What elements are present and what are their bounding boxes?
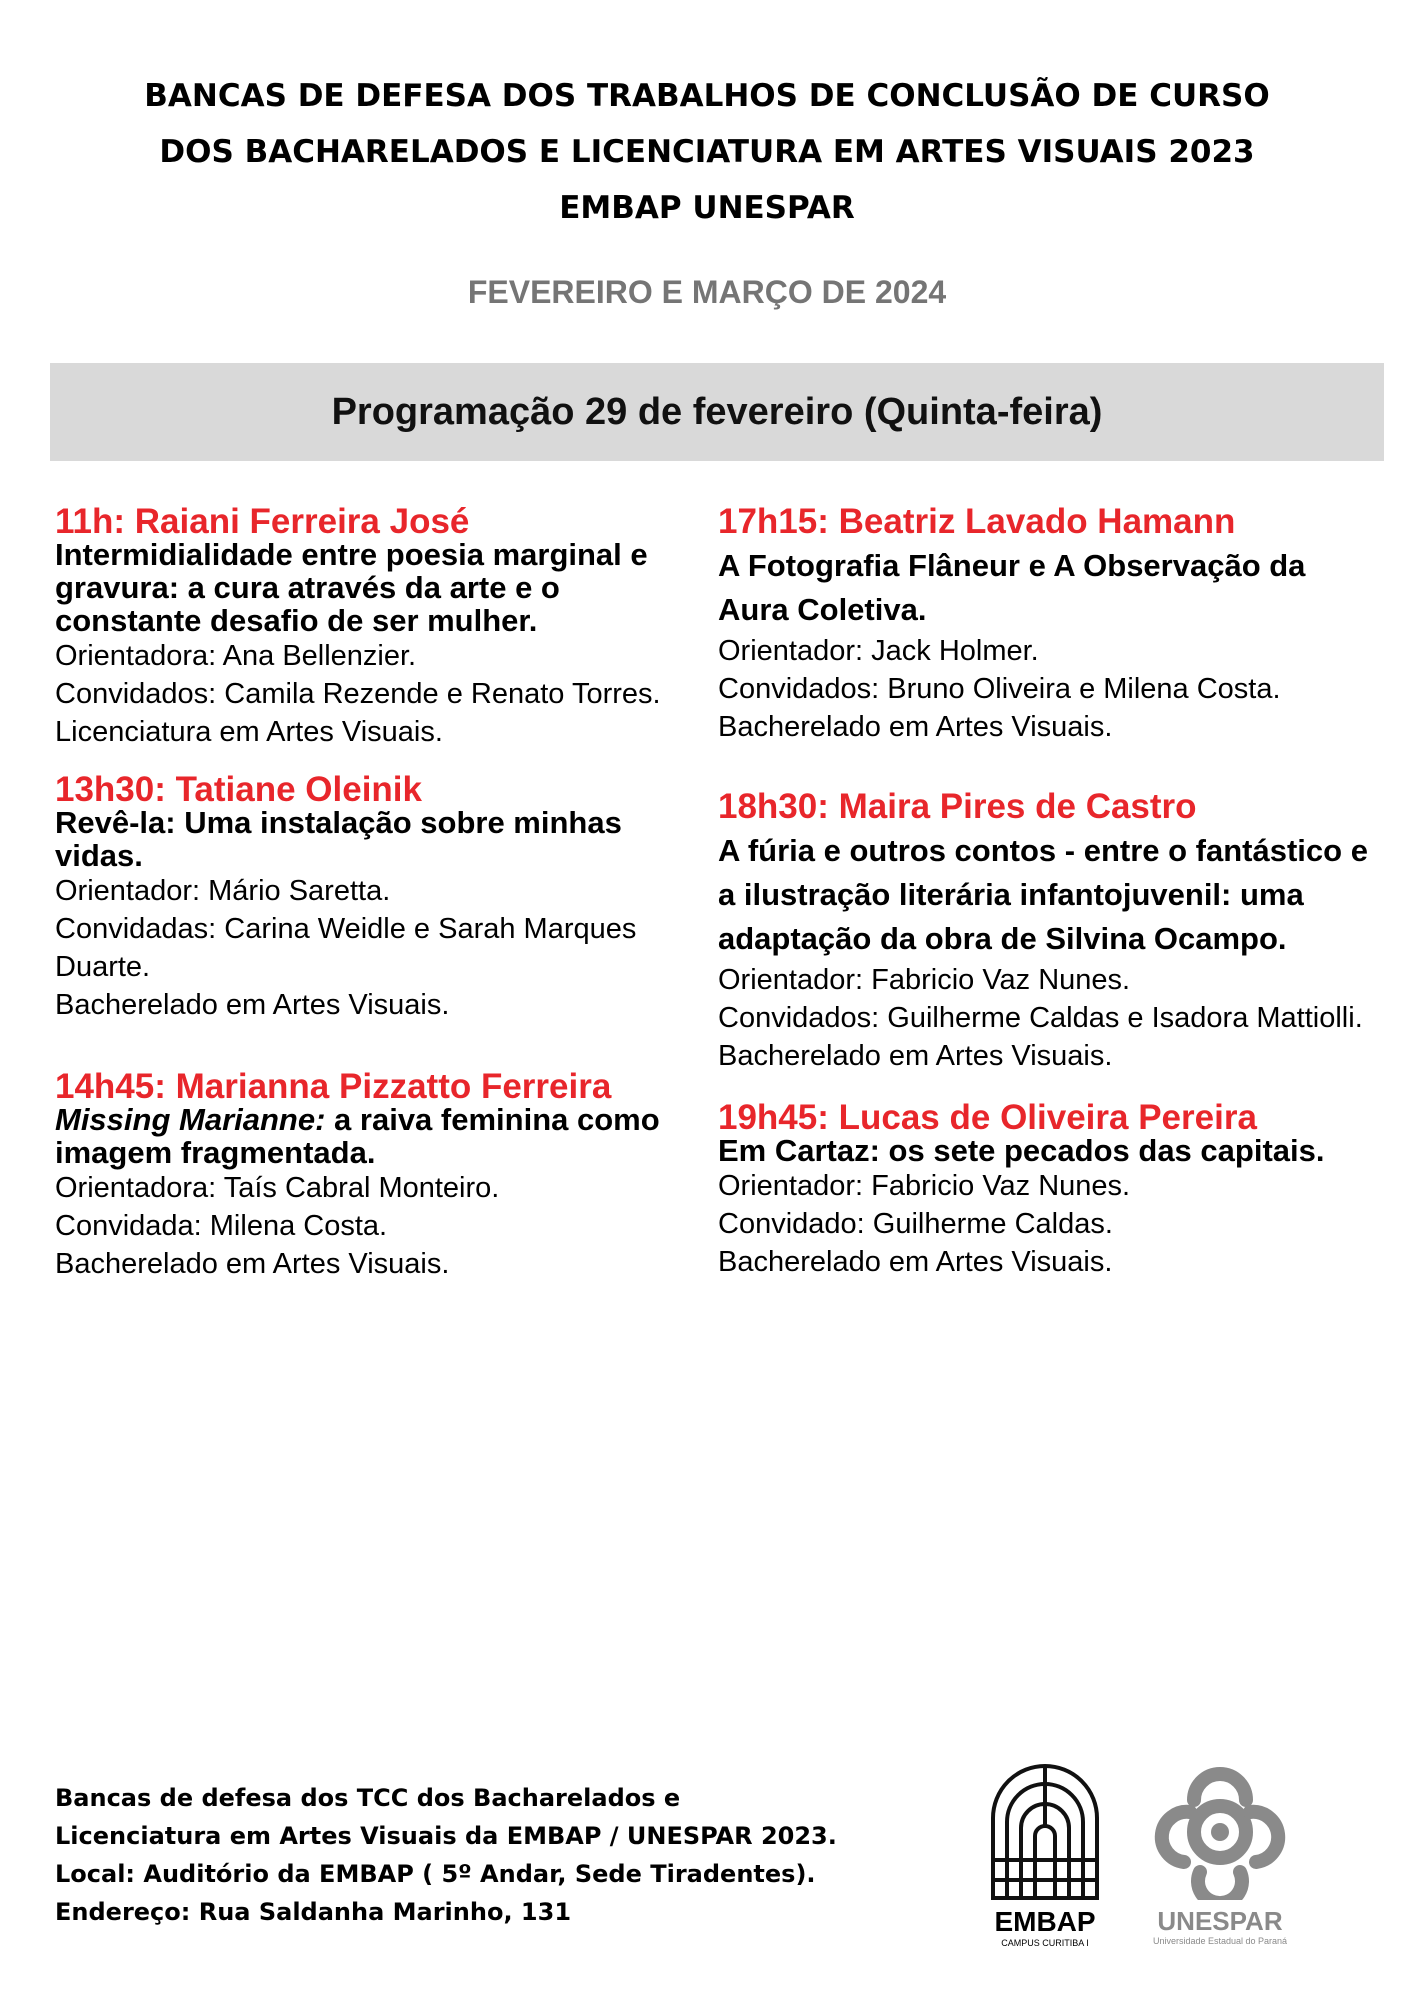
schedule-item bbox=[55, 1067, 695, 1283]
slot-title-rest: a raiva feminina como imagem fragmentada. bbox=[55, 1102, 660, 1170]
embap-building-icon bbox=[985, 1760, 1105, 1900]
slot-course: Bacherelado em Artes Visuais. bbox=[55, 989, 450, 1021]
unespar-logo-sub: Universidade Estadual do Paraná bbox=[1152, 1936, 1288, 1946]
slot-guests: Convidados: Camila Rezende e Renato Torres. bbox=[55, 678, 661, 710]
slot-course: Bacherelado em Artes Visuais. bbox=[718, 1246, 1113, 1278]
title-line-3: EMBAP UNESPAR bbox=[559, 190, 855, 226]
slot-advisor: Orientadora: Ana Bellenzier. bbox=[55, 640, 417, 672]
slot-advisor: Orientadora: Taís Cabral Monteiro. bbox=[55, 1172, 500, 1204]
slot-title-italic: Missing Marianne: bbox=[55, 1102, 326, 1137]
slot-advisor: Orientador: Mário Saretta. bbox=[55, 875, 391, 907]
slot-course: Bacherelado em Artes Visuais. bbox=[718, 711, 1113, 743]
footer-line-4: Endereço: Rua Saldanha Marinho, 131 bbox=[55, 1898, 572, 1926]
footer-info bbox=[55, 1779, 915, 1931]
slot-advisor: Orientador: Fabricio Vaz Nunes. bbox=[718, 964, 1131, 996]
schedule-item bbox=[718, 787, 1378, 1075]
embap-logo bbox=[985, 1760, 1105, 1949]
slot-guests: Convidadas: Carina Weidle e Sarah Marques Duarte. bbox=[55, 913, 637, 983]
schedule-item bbox=[55, 502, 695, 751]
schedule-item bbox=[718, 502, 1378, 746]
footer-line-3: Local: Auditório da EMBAP ( 5º Andar, Sede Tiradentes). bbox=[55, 1860, 816, 1888]
slot-title bbox=[55, 1103, 695, 1169]
slot-guests: Convidados: Guilherme Caldas e Isadora Mattiolli. bbox=[718, 1002, 1363, 1034]
program-heading: Programação 29 de fevereiro (Quinta-feira) bbox=[331, 390, 1103, 433]
slot-guests: Convidada: Milena Costa. bbox=[55, 1210, 388, 1242]
program-banner bbox=[50, 363, 1384, 461]
unespar-logo bbox=[1140, 1760, 1300, 1947]
slot-advisor: Orientador: Jack Holmer. bbox=[718, 635, 1039, 667]
schedule-right-column bbox=[718, 502, 1378, 1281]
slot-time-presenter: 11h: Raiani Ferreira José bbox=[55, 502, 470, 541]
slot-time-presenter: 18h30: Maira Pires de Castro bbox=[718, 787, 1197, 826]
slot-title: Em Cartaz: os sete pecados das capitais. bbox=[718, 1133, 1325, 1168]
page-title bbox=[0, 68, 1414, 236]
slot-time-presenter: 14h45: Marianna Pizzatto Ferreira bbox=[55, 1067, 612, 1106]
title-line-2: DOS BACHARELADOS E LICENCIATURA EM ARTES VISUAIS 2023 bbox=[159, 134, 1255, 170]
embap-logo-name: EMBAP bbox=[994, 1906, 1096, 1937]
slot-title: Intermidialidade entre poesia marginal e gravura: a cura através da arte e o constante desafio de ser mulher. bbox=[55, 537, 648, 638]
slot-advisor: Orientador: Fabricio Vaz Nunes. bbox=[718, 1170, 1131, 1202]
slot-title: Revê-la: Uma instalação sobre minhas vidas. bbox=[55, 805, 622, 873]
slot-course: Bacherelado em Artes Visuais. bbox=[55, 1248, 450, 1280]
slot-time-presenter: 13h30: Tatiane Oleinik bbox=[55, 770, 422, 809]
unespar-logo-name: UNESPAR bbox=[1157, 1906, 1283, 1936]
schedule-item bbox=[55, 770, 695, 1024]
subtitle-dates: FEVEREIRO E MARÇO DE 2024 bbox=[467, 274, 947, 310]
schedule-item bbox=[718, 1098, 1378, 1281]
footer-line-2: Licenciatura em Artes Visuais da EMBAP / UNESPAR 2023. bbox=[55, 1822, 837, 1850]
slot-time-presenter: 17h15: Beatriz Lavado Hamann bbox=[718, 502, 1236, 541]
embap-logo-sub: CAMPUS CURITIBA I bbox=[1001, 1938, 1089, 1948]
slot-guests: Convidados: Bruno Oliveira e Milena Costa. bbox=[718, 673, 1281, 705]
slot-course: Licenciatura em Artes Visuais. bbox=[55, 716, 443, 748]
slot-title: A fúria e outros contos - entre o fantástico e a ilustração literária infantojuvenil: uma adaptação da obra de Silvina Ocampo. bbox=[718, 833, 1368, 956]
slot-time-presenter: 19h45: Lucas de Oliveira Pereira bbox=[718, 1098, 1257, 1137]
slot-guests: Convidado: Guilherme Caldas. bbox=[718, 1208, 1113, 1240]
slot-course: Bacherelado em Artes Visuais. bbox=[718, 1040, 1113, 1072]
slot-title: A Fotografia Flâneur e A Observação da Aura Coletiva. bbox=[718, 548, 1306, 627]
schedule-left-column bbox=[55, 502, 695, 1283]
title-line-1: BANCAS DE DEFESA DOS TRABALHOS DE CONCLUSÃO DE CURSO bbox=[144, 78, 1270, 114]
footer-line-1: Bancas de defesa dos TCC dos Bacharelados e bbox=[55, 1784, 681, 1812]
unespar-flower-icon bbox=[1140, 1760, 1300, 1900]
